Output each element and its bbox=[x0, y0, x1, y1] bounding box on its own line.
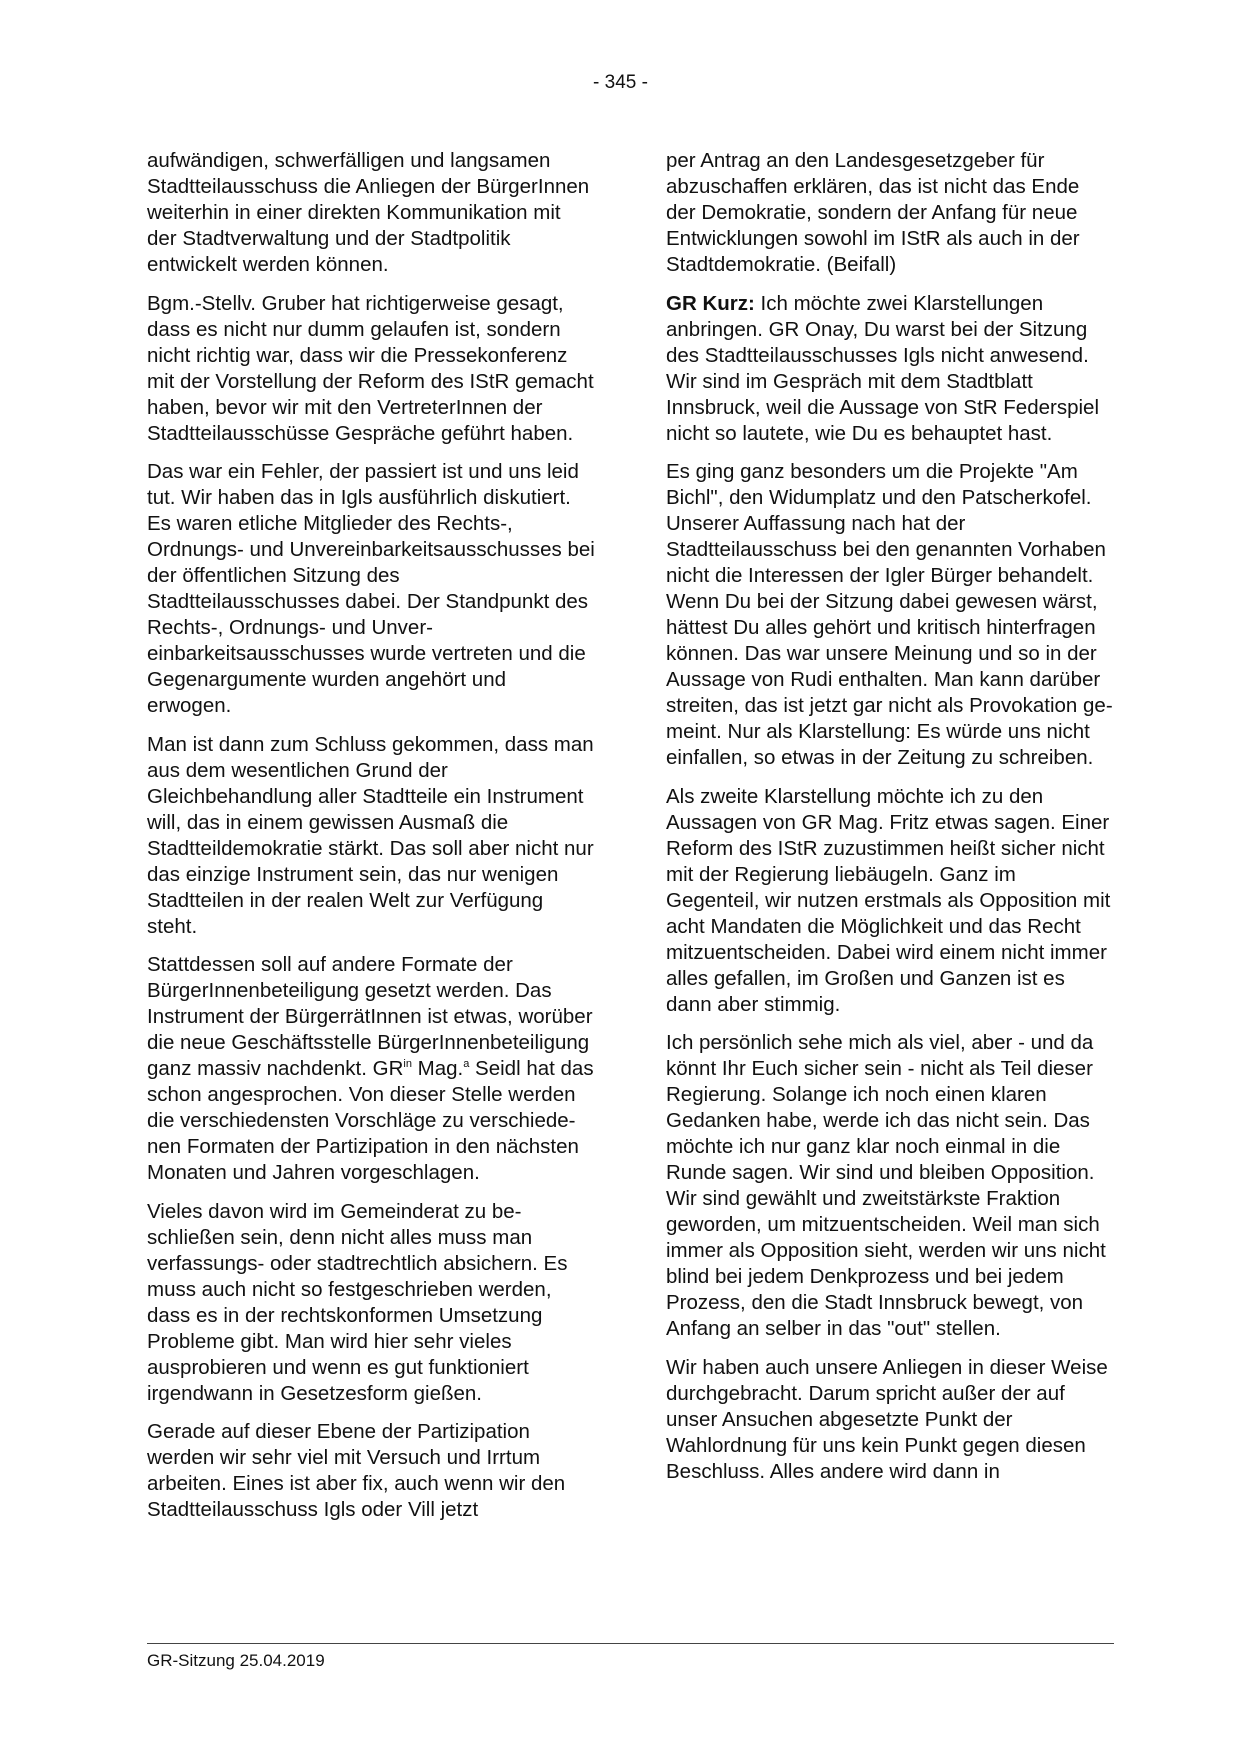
paragraph: Ich persönlich sehe mich als viel, aber - und da könnt Ihr Euch sicher sein - nicht als Teil dieser Regierung. Solange ich noch einen klaren Gedanken habe, werde ich das nicht sein. Das möchte ich nur ganz klar noch einmal in die Runde sagen. Wir sind und bleiben Opposition. Wir sind gewählt und zweitstärkste Fraktion geworden, um mitzuentscheiden. Weil man sich immer als Opposition sieht, werden wir uns nicht blind bei jedem Denkprozess und bei jedem Prozess, den die Stadt Innsbruck bewegt, von Anfang an selber in das "out" stellen. bbox=[666, 1031, 1106, 1340]
paragraph: Wir haben auch unsere Anliegen in dieser Weise durchgebracht. Darum spricht außer der auf unser Ansuchen abgesetzte Punkt der Wahlordnung für uns kein Punkt gegen diesen Beschluss. Alles andere wird dann in bbox=[666, 1355, 1108, 1483]
paragraph: per Antrag an den Landesgesetzgeber für abzuschaffen erklären, das ist nicht das Ende der Demokratie, sondern der Anfang für neue Entwicklungen sowohl im IStR als auch in der Stadtdemokratie. (Beifall) bbox=[666, 149, 1080, 276]
text-run: Ich möchte zwei Klarstellungen anbringen. GR Onay, Du warst bei der Sitzung des Stadtteilausschusses Igls nicht anwesend. Wir sind im Gespräch mit dem Stadtblatt Innsbruck, weil die Aussage von StR Federspiel nicht so lautete, wie Du es behauptet hast. bbox=[666, 291, 1100, 445]
text-run: Stattdessen soll auf andere Formate der BürgerInnenbeteiligung gesetzt werden. Das Instrument der BürgerrätInnen ist etwas, worüber die neue Geschäftsstelle BürgerInnenbeteiligung ganz massiv nachdenkt. GR bbox=[147, 953, 593, 1080]
paragraph: Man ist dann zum Schluss gekommen, dass man aus dem wesentlichen Grund der Gleichbehandlung aller Stadtteile ein Instrument will, das in einem gewissen Ausmaß die Stadtteildemokratie stärkt. Das soll aber nicht nur das einzige Instrument sein, das nur wenigen Stadtteilen in der realen Welt zur Verfügung steht. bbox=[147, 732, 594, 938]
speaker-name: GR Kurz: bbox=[666, 291, 755, 315]
paragraph: Vieles davon wird im Gemeinderat zu beschließen sein, denn nicht alles muss man verfassungs- oder stadtrechtlich absichern. Es muss auch nicht so festgeschrieben werden, dass es in der rechtskonformen Umsetzung Probleme gibt. Man wird hier sehr vieles ausprobieren und wenn es gut funktioniert irgendwann in Gesetzesform gießen. bbox=[147, 1199, 568, 1405]
paragraph: Das war ein Fehler, der passiert ist und uns leid tut. Wir haben das in Igls ausführlich diskutiert. Es waren etliche Mitglieder des Rechts-, Ordnungs- und Unvereinbarkeitsausschusses bei der öffentlichen Sitzung des Stadtteilausschusses dabei. Der Standpunkt des Rechts-, Ordnungs- und Unvereinbarkeitsausschusses wurde vertreten und die Gegenargumente wurden angehört und erwogen. bbox=[147, 460, 595, 717]
superscript: in bbox=[403, 1058, 412, 1070]
paragraph: Bgm.-Stellv. Gruber hat richtigerweise gesagt, dass es nicht nur dumm gelaufen ist, sondern nicht richtig war, dass wir die Pressekonferenz mit der Vorstellung der Reform des IStR gemacht haben, bevor wir mit den VertreterInnen der Stadtteilausschüsse Gespräche geführt haben. bbox=[147, 291, 594, 445]
paragraph: Es ging ganz besonders um die Projekte "Am Bichl", den Widumplatz und den Patscherkofel. Unserer Auffassung nach hat der Stadtteilausschuss bei den genannten Vorhaben nicht die Interessen der Igler Bürger behandelt. Wenn Du bei der Sitzung dabei gewesen wärst, hättest Du alles gehört und kritisch hinterfragen können. Das war unsere Meinung und so in der Aussage von Rudi enthalten. Man kann darüber streiten, das ist jetzt gar nicht als Provokation gemeint. Nur als Klarstellung: Es würde uns nicht einfallen, so etwas in der Zeitung zu schreiben. bbox=[666, 460, 1113, 769]
paragraph bbox=[666, 291, 1114, 447]
page-number: - 345 - bbox=[593, 72, 648, 93]
footer-divider bbox=[147, 1643, 1114, 1644]
left-column bbox=[147, 148, 595, 1536]
superscript: a bbox=[463, 1058, 470, 1070]
paragraph bbox=[147, 952, 595, 1186]
paragraph: Gerade auf dieser Ebene der Partizipation werden wir sehr viel mit Versuch und Irrtum arbeiten. Eines ist aber fix, auch wenn wir den Stadtteilausschuss Igls oder Vill jetzt bbox=[147, 1420, 566, 1521]
paragraph: Als zweite Klarstellung möchte ich zu den Aussagen von GR Mag. Fritz etwas sagen. Einer Reform des IStR zuzustimmen heißt sicher nicht mit der Regierung liebäugeln. Ganz im Gegenteil, wir nutzen erstmals als Opposition mit acht Mandaten die Möglichkeit und das Recht mitzuentscheiden. Dabei wird einem nicht immer alles gefallen, im Großen und Ganzen ist es dann aber stimmig. bbox=[666, 784, 1111, 1016]
right-column bbox=[666, 148, 1114, 1497]
text-run: Seidl hat das schon angesprochen. Von dieser Stelle werden die verschiedensten Vorschläge zu verschiedenen Formaten der Partizipation in den nächsten Monaten und Jahren vorgeschlagen. bbox=[147, 1057, 594, 1184]
footer-text: GR-Sitzung 25.04.2019 bbox=[147, 1651, 325, 1670]
paragraph: aufwändigen, schwerfälligen und langsamen Stadtteilausschuss die Anliegen der BürgerInnen weiterhin in einer direkten Kommunikation mit der Stadtverwaltung und der Stadtpolitik entwickelt werden können. bbox=[147, 149, 590, 276]
text-run: Mag. bbox=[411, 1057, 464, 1080]
